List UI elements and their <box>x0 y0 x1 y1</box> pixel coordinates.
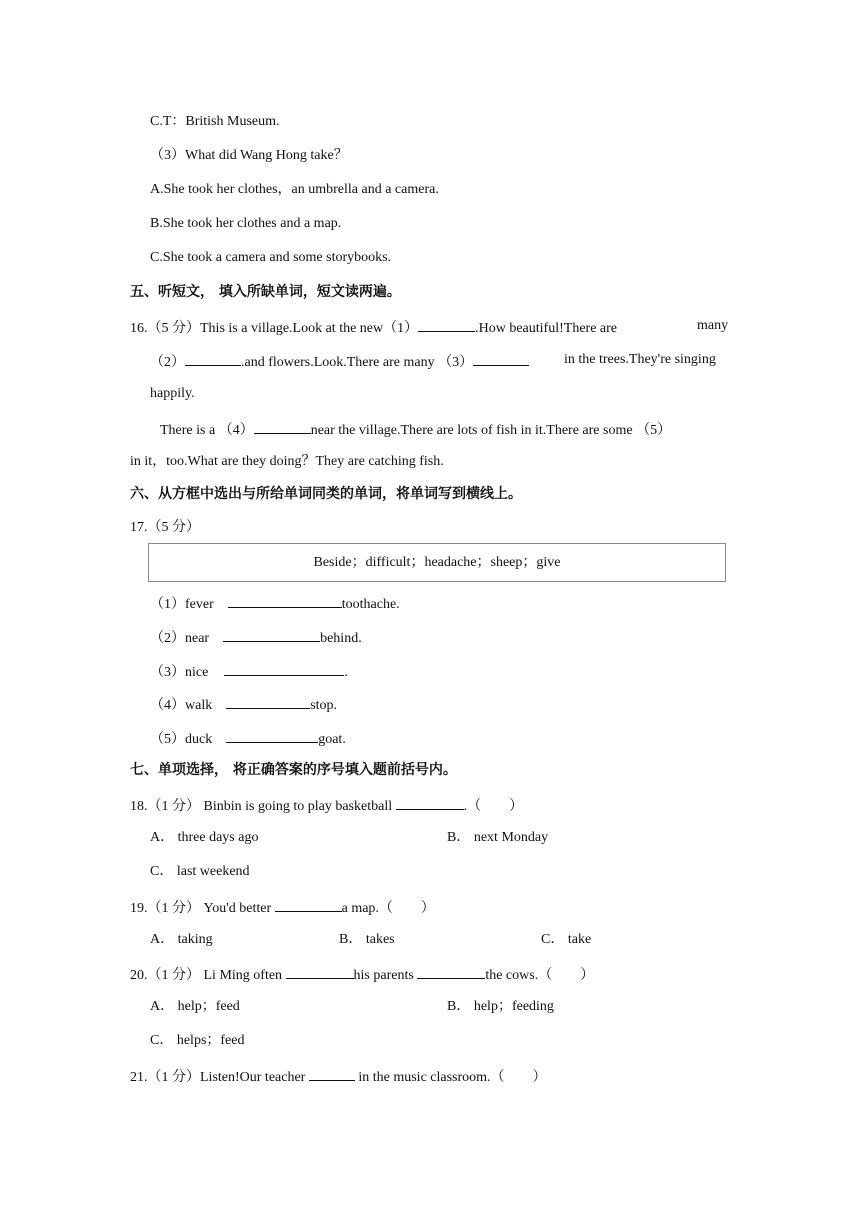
q16-line5: in it，too.What are they doing？They are catching fish. <box>130 454 444 469</box>
word-box-text: Beside；difficult；headache；sheep；give <box>313 555 561 570</box>
q16-blank-4[interactable] <box>254 419 311 434</box>
q19-option-c[interactable]: C． take <box>541 932 592 947</box>
q17-item-after: toothache. <box>341 597 400 612</box>
q18-option-b[interactable]: B． next Monday <box>447 830 549 845</box>
q16-prefix: 16.（5 分）This is a village.Look at the new（1） <box>130 321 419 336</box>
q17-blank-3[interactable] <box>224 661 344 676</box>
q16-line2-a: （2） <box>150 355 185 370</box>
q17-item-after: goat. <box>318 732 346 747</box>
q17-item-3 <box>150 661 348 682</box>
q16-line2 <box>150 351 529 372</box>
q17-blank-2[interactable] <box>223 627 320 642</box>
q17-blank-4[interactable] <box>226 694 310 709</box>
q19-option-a[interactable]: A． taking <box>150 932 213 947</box>
q15-sub3-option-c: C.She took a camera and some storybooks. <box>150 250 392 265</box>
q17-item-label: （3）nice <box>150 665 209 680</box>
q19-option-b[interactable]: B． takes <box>339 932 395 947</box>
q20-option-a[interactable]: A． help；feed <box>150 999 240 1014</box>
q15-sub3-option-a: A.She took her clothes，an umbrella and a camera. <box>150 182 439 197</box>
q20-stem-text: 20.（1 分） Li Ming often <box>130 968 283 983</box>
q18-stem-end: .（ ） <box>463 799 524 814</box>
section6-heading: 六、从方框中选出与所给单词同类的单词，将单词写到横线上。 <box>130 486 522 502</box>
q16-line1 <box>130 317 617 338</box>
q17-item-after: behind. <box>320 631 362 646</box>
q18-option-c[interactable]: C． last weekend <box>150 864 250 879</box>
q19-blank[interactable] <box>275 897 342 912</box>
q20-stem <box>130 964 594 985</box>
q19-stem-end: a map.（ ） <box>341 901 435 916</box>
q15-sub3-question: （3）What did Wang Hong take？ <box>150 148 348 163</box>
q17-item-1 <box>150 593 400 614</box>
q17-item-after: stop. <box>310 698 338 713</box>
q20-blank-1[interactable] <box>286 964 354 979</box>
q17-item-label: （1）fever <box>150 597 214 612</box>
q21-stem-text: 21.（1 分）Listen!Our teacher <box>130 1070 306 1085</box>
q17-item-4 <box>150 694 337 715</box>
q17-label: 17.（5 分） <box>130 520 200 535</box>
q16-line2-c: in the trees.They're singing <box>564 352 716 367</box>
q17-blank-1[interactable] <box>228 593 342 608</box>
q16-line2-b: .and flowers.Look.There are many （3） <box>241 355 474 370</box>
q16-line4-a: There is a （4） <box>160 423 254 438</box>
q17-item-2 <box>150 627 362 648</box>
q17-item-5 <box>150 728 346 749</box>
q17-item-label: （5）duck <box>150 732 213 747</box>
q17-blank-5[interactable] <box>226 728 318 743</box>
q20-blank-2[interactable] <box>417 964 485 979</box>
q16-line1-end: many <box>697 318 729 333</box>
q18-stem <box>130 795 523 816</box>
q16-line1-text: .How beautiful!There are <box>475 321 617 336</box>
q16-blank-1[interactable] <box>418 317 475 332</box>
section5-heading: 五、听短文， 填入所缺单词，短文读两遍。 <box>130 284 401 300</box>
q19-stem-text: 19.（1 分） You'd better <box>130 901 272 916</box>
q20-stem-mid: his parents <box>353 968 414 983</box>
q20-stem-end: the cows.（ ） <box>485 968 595 983</box>
q16-blank-3[interactable] <box>473 351 529 366</box>
q17-item-label: （2）near <box>150 631 210 646</box>
q19-stem <box>130 897 435 918</box>
q21-blank[interactable] <box>309 1066 355 1081</box>
q16-line4 <box>160 419 671 440</box>
q17-item-label: （4）walk <box>150 698 213 713</box>
q20-option-b[interactable]: B． help；feeding <box>447 999 554 1014</box>
q16-line3: happily. <box>150 386 195 401</box>
q18-option-a[interactable]: A． three days ago <box>150 830 259 845</box>
q16-line4-b: near the village.There are lots of fish in it.There are some （5） <box>310 423 672 438</box>
q18-stem-text: 18.（1 分） Binbin is going to play basketball <box>130 799 393 814</box>
q17-item-after: . <box>344 665 348 680</box>
q18-blank[interactable] <box>396 795 464 810</box>
q21-stem <box>130 1066 547 1087</box>
section7-heading: 七、单项选择， 将正确答案的序号填入题前括号内。 <box>130 762 457 778</box>
word-box <box>148 543 726 582</box>
q16-blank-2[interactable] <box>185 351 241 366</box>
q20-option-c[interactable]: C． helps；feed <box>150 1033 245 1048</box>
q15-sub3-option-b: B.She took her clothes and a map. <box>150 216 342 231</box>
q21-stem-end: in the music classroom.（ ） <box>358 1070 547 1085</box>
q15-option-c: C.T：British Museum. <box>150 114 280 129</box>
